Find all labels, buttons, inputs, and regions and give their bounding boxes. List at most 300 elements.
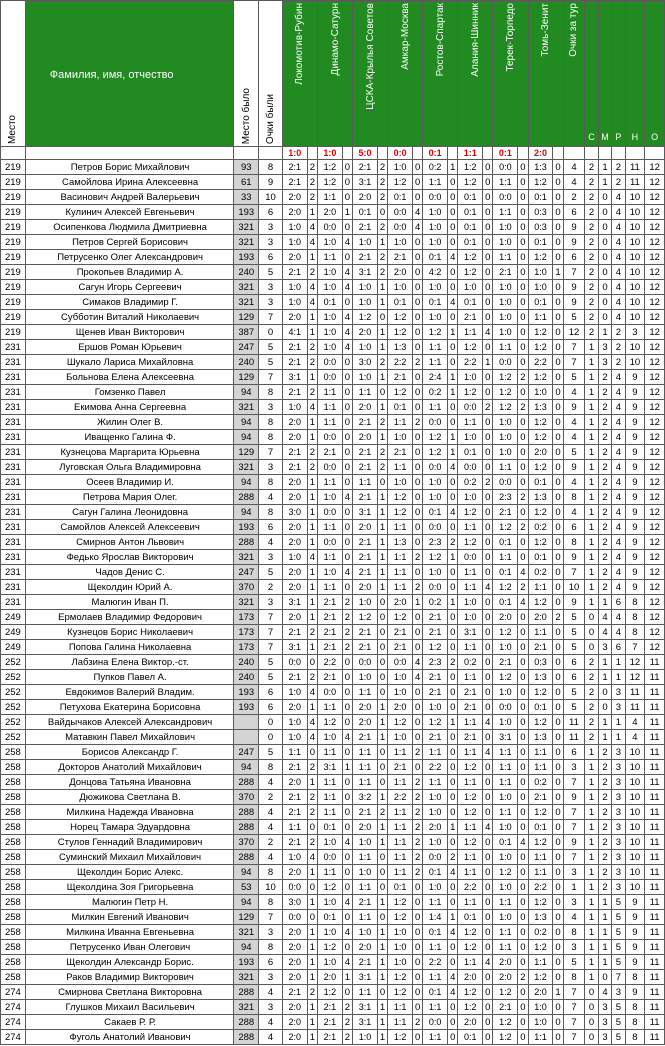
forecast-score-cell: 1:0 (318, 925, 343, 940)
forecast-score-cell: 0:0 (493, 190, 518, 205)
forecast-points-cell: 0 (448, 520, 458, 535)
table-row (1, 250, 665, 265)
forecast-score-cell: 1:1 (388, 775, 413, 790)
forecast-score-cell: 1:1 (388, 805, 413, 820)
forecast-points-cell: 0 (412, 430, 422, 445)
forecast-score-cell: 1:2 (493, 1015, 518, 1030)
forecast-score-cell: 1:2 (423, 640, 448, 655)
forecast-score-cell: 2:0 (282, 475, 307, 490)
forecast-score-cell: 2:0 (282, 430, 307, 445)
forecast-points-cell: 2 (377, 415, 387, 430)
forecast-points-cell: 2 (412, 775, 422, 790)
forecast-score-cell: 1:1 (528, 865, 553, 880)
table-row (1, 700, 665, 715)
stat-cell: 12 (645, 205, 665, 220)
forecast-score-cell: 1:0 (318, 310, 343, 325)
place-was-cell: 321 (234, 280, 259, 295)
forecast-points-cell: 0 (377, 610, 387, 625)
forecast-points-cell: 0 (553, 430, 563, 445)
forecast-points-cell: 0 (518, 985, 528, 1000)
forecast-score-cell: 0:0 (458, 400, 483, 415)
stat-cell: 2 (612, 355, 625, 370)
forecast-points-cell: 0 (483, 775, 493, 790)
stat-cell: 8 (625, 1015, 645, 1030)
name-cell: Федько Ярослав Викторович (25, 550, 234, 565)
stat-cell: 11 (645, 745, 665, 760)
forecast-points-cell: 4 (483, 820, 493, 835)
stat-cell: 4 (612, 520, 625, 535)
forecast-score-cell: 2:0 (282, 1015, 307, 1030)
forecast-score-cell: 2:0 (282, 940, 307, 955)
points-were-cell: 2 (259, 835, 283, 850)
forecast-score-cell: 3:1 (282, 595, 307, 610)
forecast-score-cell: 0:1 (423, 295, 448, 310)
forecast-score-cell: 1:1 (458, 640, 483, 655)
forecast-score-cell: 1:0 (388, 280, 413, 295)
place-was-cell: 247 (234, 565, 259, 580)
table-row (1, 205, 665, 220)
forecast-score-cell: 3:1 (353, 175, 378, 190)
forecast-score-cell: 1:0 (353, 835, 378, 850)
tour-points-header: Очки за тур (563, 1, 585, 147)
place-was-cell: 240 (234, 655, 259, 670)
stat-cell: 10 (625, 745, 645, 760)
forecast-score-cell: 1:2 (458, 835, 483, 850)
forecast-score-cell: 1:0 (353, 295, 378, 310)
forecast-points-cell: 2 (377, 220, 387, 235)
forecast-points-cell: 0 (518, 745, 528, 760)
stat-cell: 2 (598, 865, 611, 880)
stat-cell: 12 (625, 670, 645, 685)
forecast-score-cell: 2:1 (282, 445, 307, 460)
forecast-points-cell: 0 (342, 580, 352, 595)
forecast-score-cell: 2:0 (282, 700, 307, 715)
forecast-score-cell: 1:0 (493, 220, 518, 235)
place-cell: 219 (1, 325, 26, 340)
match-header: Терек-Торпедо (493, 1, 528, 147)
forecast-points-cell: 0 (483, 370, 493, 385)
place-was-cell: 387 (234, 325, 259, 340)
forecast-points-cell: 0 (483, 520, 493, 535)
name-cell: Сагун Галина Леонидовна (25, 505, 234, 520)
forecast-score-cell: 0:1 (318, 910, 343, 925)
forecast-points-cell: 0 (377, 850, 387, 865)
forecast-score-cell: 0:2 (528, 520, 553, 535)
forecast-points-cell: 0 (518, 550, 528, 565)
forecast-score-cell: 0:1 (493, 535, 518, 550)
stat-cell: 1 (585, 355, 598, 370)
place-was-cell: 240 (234, 265, 259, 280)
forecast-score-cell: 1:0 (388, 955, 413, 970)
forecast-score-cell: 1:2 (493, 580, 518, 595)
stat-cell: 9 (625, 565, 645, 580)
name-cell: Самойлов Алексей Алексеевич (25, 520, 234, 535)
place-was-cell: 288 (234, 805, 259, 820)
forecast-score-cell: 2:0 (282, 1030, 307, 1045)
place-cell: 231 (1, 445, 26, 460)
stat-cell: 1 (598, 655, 611, 670)
forecast-score-cell: 2:0 (353, 820, 378, 835)
name-cell: Щеколдина Зоя Григорьевна (25, 880, 234, 895)
forecast-points-cell: 0 (483, 205, 493, 220)
place-cell: 231 (1, 565, 26, 580)
forecast-points-cell: 0 (412, 190, 422, 205)
forecast-points-cell: 2 (307, 385, 317, 400)
place-cell: 258 (1, 760, 26, 775)
name-cell: Щеколдин Юрий А. (25, 580, 234, 595)
forecast-score-cell: 2:1 (528, 640, 553, 655)
forecast-points-cell: 0 (553, 730, 563, 745)
stat-cell: 1 (612, 715, 625, 730)
forecast-score-cell: 1:1 (458, 820, 483, 835)
stat-cell: 2 (598, 790, 611, 805)
table-row (1, 1030, 665, 1045)
forecast-points-cell: 4 (518, 565, 528, 580)
forecast-score-cell: 1:2 (458, 265, 483, 280)
place-was-cell: 321 (234, 400, 259, 415)
tour-points-cell: 12 (563, 325, 585, 340)
forecast-score-cell: 1:2 (458, 790, 483, 805)
forecast-points-cell: 0 (412, 955, 422, 970)
forecast-points-cell: 2 (307, 835, 317, 850)
forecast-score-cell: 2:3 (493, 490, 518, 505)
stat-cell: 10 (625, 820, 645, 835)
points-were-cell: 3 (259, 550, 283, 565)
stat-cell: 1 (585, 400, 598, 415)
stat-cell: 12 (645, 520, 665, 535)
stat-cell: 9 (625, 535, 645, 550)
forecast-points-cell: 1 (377, 295, 387, 310)
forecast-points-cell: 0 (412, 910, 422, 925)
place-cell: 231 (1, 355, 26, 370)
forecast-points-cell: 0 (377, 475, 387, 490)
forecast-score-cell: 1:1 (388, 1015, 413, 1030)
stat-cell: 1 (585, 760, 598, 775)
stat-cell: 3 (612, 775, 625, 790)
forecast-score-cell: 1:0 (493, 715, 518, 730)
points-were-cell: 7 (259, 640, 283, 655)
forecast-points-cell: 0 (553, 1000, 563, 1015)
stat-cell: 2 (585, 265, 598, 280)
forecast-score-cell: 1:1 (353, 775, 378, 790)
stat-cell: 4 (612, 475, 625, 490)
forecast-score-cell: 1:2 (388, 895, 413, 910)
name-cell: Стулов Геннадий Владимирович (25, 835, 234, 850)
forecast-score-cell: 1:1 (423, 940, 448, 955)
forecast-score-cell: 2:1 (282, 460, 307, 475)
stat-cell: 5 (612, 1015, 625, 1030)
place-cell: 219 (1, 295, 26, 310)
forecast-points-cell: 0 (553, 520, 563, 535)
forecast-score-cell: 0:2 (423, 595, 448, 610)
stat-cell: 4 (612, 610, 625, 625)
forecast-points-cell: 0 (483, 505, 493, 520)
stat-cell: 11 (645, 1015, 665, 1030)
forecast-score-cell: 2:1 (458, 685, 483, 700)
tour-points-cell: 3 (563, 940, 585, 955)
forecast-points-cell: 0 (518, 865, 528, 880)
stat-cell: 7 (625, 640, 645, 655)
forecast-points-cell: 2 (342, 1015, 352, 1030)
table-row (1, 790, 665, 805)
forecast-score-cell: 2:1 (423, 730, 448, 745)
forecast-score-cell: 1:0 (282, 220, 307, 235)
forecast-points-cell: 4 (307, 280, 317, 295)
forecast-points-cell: 4 (342, 835, 352, 850)
forecast-points-cell: 0 (448, 580, 458, 595)
forecast-points-cell: 1 (307, 250, 317, 265)
forecast-score-cell: 2:1 (282, 805, 307, 820)
place-cell: 258 (1, 955, 26, 970)
forecast-points-cell: 0 (518, 955, 528, 970)
forecast-score-cell: 0:1 (493, 565, 518, 580)
forecast-score-cell: 0:2 (528, 565, 553, 580)
place-was-cell: 288 (234, 820, 259, 835)
forecast-score-cell: 3:0 (282, 505, 307, 520)
stat-cell: 4 (612, 235, 625, 250)
forecast-score-cell: 0:0 (493, 160, 518, 175)
forecast-score-cell: 1:1 (493, 925, 518, 940)
tour-points-cell: 6 (563, 250, 585, 265)
stat-cell: 2 (598, 370, 611, 385)
forecast-score-cell: 2:0 (353, 715, 378, 730)
stat-cell: 1 (585, 415, 598, 430)
forecast-score-cell: 1:2 (388, 610, 413, 625)
points-were-cell: 5 (259, 565, 283, 580)
forecast-score-cell: 1:2 (423, 445, 448, 460)
forecast-points-cell: 0 (483, 340, 493, 355)
forecast-points-cell: 0 (553, 880, 563, 895)
forecast-points-cell: 0 (553, 220, 563, 235)
points-were-cell: 4 (259, 1030, 283, 1045)
stat-cell: 12 (645, 400, 665, 415)
forecast-points-cell: 0 (553, 595, 563, 610)
forecast-score-cell: 1:2 (528, 970, 553, 985)
place-was-cell: 93 (234, 160, 259, 175)
name-cell: Малюгин Иван П. (25, 595, 234, 610)
forecast-points-cell: 0 (518, 610, 528, 625)
name-cell: Милкина Надежда Ивановна (25, 805, 234, 820)
place-cell: 274 (1, 1015, 26, 1030)
stat-cell: 9 (625, 475, 645, 490)
stat-cell: 4 (598, 625, 611, 640)
stat-cell: 12 (645, 505, 665, 520)
forecast-score-cell: 1:0 (318, 265, 343, 280)
forecast-points-cell: 0 (518, 415, 528, 430)
stat-cell: 2 (585, 310, 598, 325)
forecast-points-cell: 0 (342, 505, 352, 520)
points-were-cell: 5 (259, 265, 283, 280)
stat-cell: 1 (585, 565, 598, 580)
forecast-points-cell: 0 (518, 160, 528, 175)
forecast-points-cell: 1 (553, 985, 563, 1000)
forecast-points-cell: 0 (553, 775, 563, 790)
stat-cell: 0 (598, 685, 611, 700)
forecast-points-cell: 1 (307, 475, 317, 490)
forecast-score-cell: 1:1 (353, 910, 378, 925)
forecast-score-cell: 0:0 (388, 655, 413, 670)
stat-cell: 1 (585, 475, 598, 490)
forecast-points-cell: 0 (518, 910, 528, 925)
stat-cell: 3 (625, 325, 645, 340)
forecast-points-cell: 0 (448, 700, 458, 715)
table-row (1, 355, 665, 370)
forecast-score-cell: 1:2 (423, 715, 448, 730)
stat-cell: 1 (612, 670, 625, 685)
forecast-points-cell: 0 (412, 265, 422, 280)
forecast-points-cell: 0 (342, 880, 352, 895)
table-row (1, 310, 665, 325)
forecast-points-cell: 0 (377, 205, 387, 220)
match-header: Алания-Шинник (458, 1, 493, 147)
forecast-score-cell: 1:2 (388, 175, 413, 190)
forecast-score-cell: 1:2 (388, 505, 413, 520)
forecast-points-cell: 1 (448, 370, 458, 385)
forecast-score-cell: 0:0 (318, 220, 343, 235)
forecast-score-cell: 1:2 (458, 535, 483, 550)
forecast-points-cell: 1 (377, 235, 387, 250)
forecast-points-cell: 0 (553, 1015, 563, 1030)
place-cell: 219 (1, 220, 26, 235)
forecast-score-cell: 0:0 (423, 415, 448, 430)
place-cell: 231 (1, 460, 26, 475)
forecast-score-cell: 2:1 (353, 955, 378, 970)
forecast-score-cell: 2:1 (353, 895, 378, 910)
forecast-points-cell: 4 (342, 925, 352, 940)
stat-cell: 10 (625, 850, 645, 865)
forecast-points-cell: 2 (377, 445, 387, 460)
forecast-points-cell: 2 (342, 610, 352, 625)
forecast-score-cell: 1:0 (353, 925, 378, 940)
table-row (1, 220, 665, 235)
forecast-points-cell: 0 (518, 385, 528, 400)
stat-cell: 10 (625, 280, 645, 295)
stat-cell: 1 (585, 460, 598, 475)
forecast-points-cell: 0 (553, 415, 563, 430)
forecast-score-cell: 1:1 (493, 760, 518, 775)
forecast-points-cell: 0 (518, 880, 528, 895)
stat-cell: 1 (598, 670, 611, 685)
table-row (1, 1015, 665, 1030)
forecast-points-cell: 0 (342, 370, 352, 385)
forecast-score-cell: 1:2 (388, 1030, 413, 1045)
forecast-score-cell: 2:2 (423, 955, 448, 970)
forecast-points-cell: 0 (518, 1015, 528, 1030)
stat-cell: 11 (645, 955, 665, 970)
stat-cell: 1 (585, 490, 598, 505)
forecast-points-cell: 0 (483, 535, 493, 550)
match-result: 0:0 (388, 147, 413, 160)
forecast-points-cell: 2 (518, 580, 528, 595)
forecast-points-cell: 0 (412, 700, 422, 715)
forecast-points-cell: 1 (377, 490, 387, 505)
stat-cell: 1 (585, 790, 598, 805)
forecast-points-cell: 0 (342, 355, 352, 370)
forecast-points-cell: 0 (412, 385, 422, 400)
forecast-score-cell: 2:1 (353, 415, 378, 430)
place-cell: 258 (1, 820, 26, 835)
forecast-score-cell: 1:2 (528, 685, 553, 700)
forecast-score-cell: 2:0 (282, 610, 307, 625)
forecast-points-cell: 0 (342, 865, 352, 880)
name-cell: Осипенкова Людмила Дмитриевна (25, 220, 234, 235)
table-row (1, 670, 665, 685)
table-row (1, 610, 665, 625)
forecast-points-cell: 0 (377, 310, 387, 325)
forecast-points-cell: 0 (448, 265, 458, 280)
forecast-score-cell: 1:2 (493, 670, 518, 685)
forecast-score-cell: 1:0 (318, 340, 343, 355)
stat-cell: 0 (585, 625, 598, 640)
forecast-score-cell: 1:1 (318, 580, 343, 595)
forecast-points-cell: 0 (448, 220, 458, 235)
forecast-points-cell: 0 (483, 970, 493, 985)
forecast-score-cell: 1:2 (458, 760, 483, 775)
stat-cell: 1 (585, 595, 598, 610)
forecast-score-cell: 1:0 (493, 325, 518, 340)
forecast-score-cell: 2:1 (353, 640, 378, 655)
forecast-points-cell: 0 (518, 895, 528, 910)
forecast-points-cell: 1 (307, 775, 317, 790)
forecast-points-cell: 0 (448, 475, 458, 490)
tour-points-cell: 9 (563, 595, 585, 610)
forecast-points-cell: 0 (342, 475, 352, 490)
forecast-score-cell: 2:0 (318, 970, 343, 985)
forecast-score-cell: 0:2 (423, 385, 448, 400)
tour-points-cell: 8 (563, 970, 585, 985)
forecast-points-cell: 2 (377, 265, 387, 280)
forecast-points-cell: 0 (518, 445, 528, 460)
forecast-points-cell: 0 (518, 715, 528, 730)
forecast-score-cell: 2:0 (353, 940, 378, 955)
stat-cell: 3 (612, 745, 625, 760)
stat-cell: 1 (585, 880, 598, 895)
stat-cell: 1 (585, 805, 598, 820)
forecast-score-cell: 1:2 (528, 370, 553, 385)
tour-points-cell: 9 (563, 835, 585, 850)
forecast-score-cell: 2:1 (458, 700, 483, 715)
forecast-points-cell: 0 (518, 640, 528, 655)
stat-cell: 1 (585, 955, 598, 970)
stat-cell: 12 (645, 355, 665, 370)
name-cell: Кулинич Алексей Евгеньевич (25, 205, 234, 220)
forecast-points-cell: 2 (448, 655, 458, 670)
forecast-points-cell: 0 (483, 460, 493, 475)
forecast-points-cell: 0 (553, 250, 563, 265)
forecast-score-cell: 1:1 (458, 775, 483, 790)
forecast-score-cell: 2:1 (493, 655, 518, 670)
forecast-score-cell: 1:1 (423, 340, 448, 355)
forecast-points-cell: 0 (342, 175, 352, 190)
forecast-points-cell: 0 (412, 1030, 422, 1045)
points-were-cell: 9 (259, 175, 283, 190)
stat-cell: 4 (612, 430, 625, 445)
stat-cell: 2 (598, 805, 611, 820)
forecast-score-cell: 1:2 (528, 535, 553, 550)
forecast-points-cell: 4 (307, 715, 317, 730)
forecast-points-cell: 0 (518, 310, 528, 325)
forecast-score-cell: 2:1 (353, 460, 378, 475)
forecast-points-cell: 1 (377, 550, 387, 565)
forecast-points-cell: 0 (553, 295, 563, 310)
stat-cell: 9 (625, 400, 645, 415)
forecast-points-cell: 0 (448, 790, 458, 805)
forecast-points-cell: 0 (483, 1030, 493, 1045)
forecast-points-cell: 0 (483, 490, 493, 505)
forecast-score-cell: 1:2 (528, 250, 553, 265)
place-cell: 258 (1, 790, 26, 805)
forecast-points-cell: 0 (448, 940, 458, 955)
